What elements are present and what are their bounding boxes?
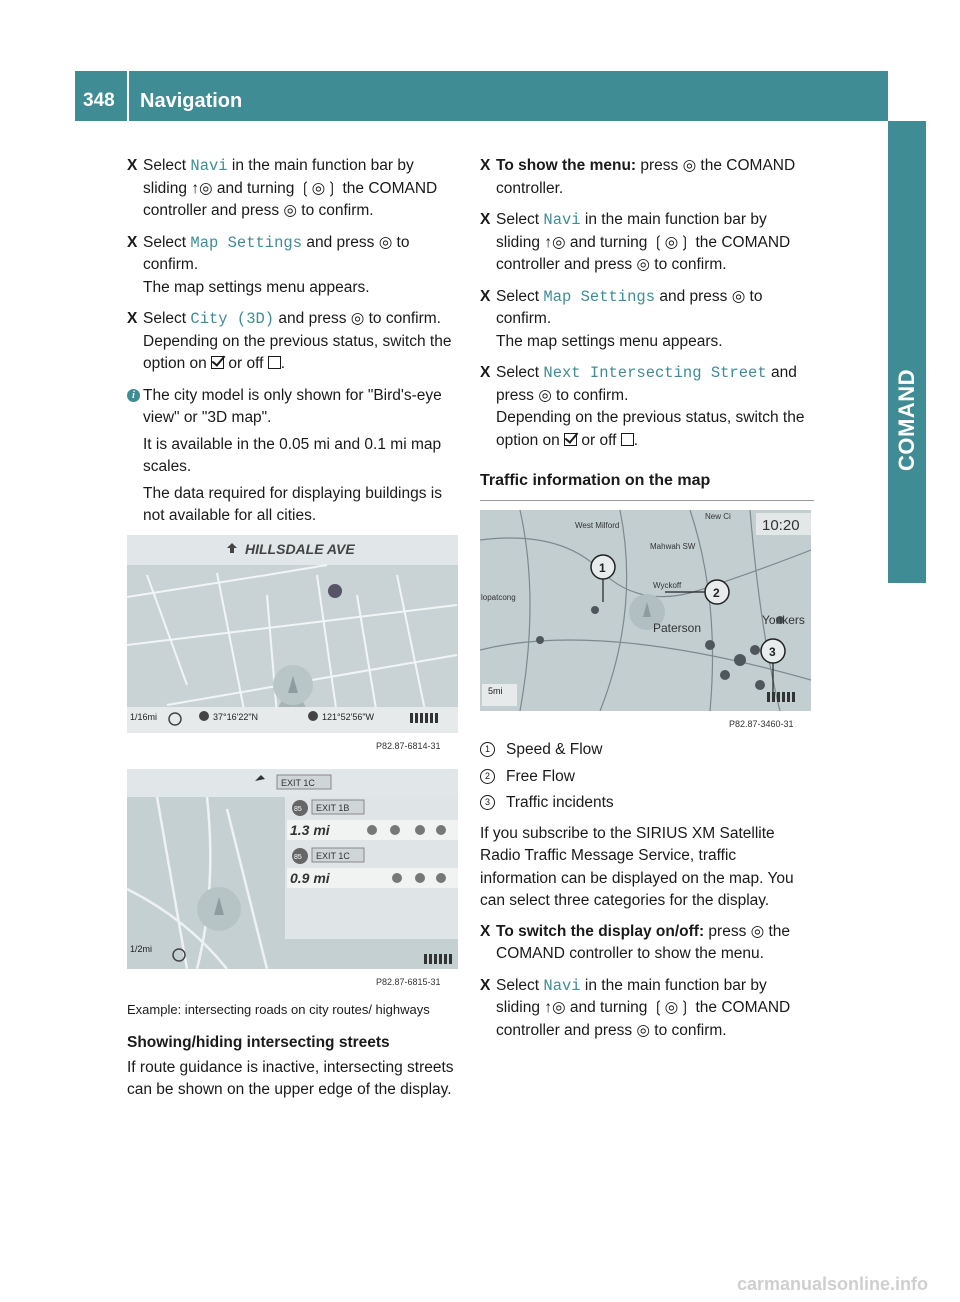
highway-map-svg — [127, 769, 458, 969]
left-column — [127, 155, 461, 537]
figure-ref: P82.87-6815-31 — [376, 977, 441, 987]
figure-ref: P82.87-3460-31 — [729, 719, 794, 729]
code-navi: Navi — [543, 976, 581, 995]
traffic-map-scale: 5mi — [488, 686, 503, 696]
step-marker-icon: X — [480, 976, 491, 994]
callout-2: 2 — [713, 586, 720, 600]
place-label: Paterson — [653, 621, 702, 635]
header-divider — [127, 71, 129, 121]
watermark: carmanualsonline.info — [737, 1274, 929, 1294]
figure-ref: P82.87-6814-31 — [376, 741, 441, 751]
step-marker-icon: X — [127, 233, 138, 251]
step-marker-icon: X — [480, 364, 491, 381]
figure-city-map — [127, 535, 458, 733]
highway-map-scale: 1/2mi — [130, 944, 153, 954]
page-number: 348 — [83, 90, 115, 111]
figure-traffic-map — [480, 510, 811, 711]
map-scale: 1/16mi — [130, 712, 158, 722]
step-select-map-settings: X Select Map Settings and press ◎ to confirm. The map settings menu appears. — [127, 233, 410, 296]
step-select-city-3d: X Select City (3D) and press ◎ to confirm. Depending on the previous status, switch the option on or off . — [127, 310, 452, 372]
code-city-3d: City (3D) — [190, 310, 275, 328]
paragraph: If route guidance is inactive, intersecting streets can be shown on the upper edge of the display. — [127, 1058, 454, 1098]
step-select-navi: X Select Navi in the main function bar by sliding ↑◎ and turning ❲◎❳ the COMAND controller and press ◎ to confirm. — [480, 211, 791, 273]
callout-3: 3 — [769, 645, 776, 659]
step-next-intersecting-street: X Select Next Intersecting Street and press ◎ to confirm. Depending on the previous status, switch the option on or off . — [480, 364, 805, 449]
figure-highway-exits — [127, 769, 458, 969]
step-select-navi: X Select Navi in the main function bar by sliding ↑◎ and turning ❲◎❳ the COMAND controller and press ◎ to confirm. — [480, 976, 791, 1039]
exit-label-2: EXIT 1C — [316, 851, 350, 861]
step-select-map-settings: X Select Map Settings and press ◎ to confirm. The map settings menu appears. — [480, 287, 763, 350]
map-clock: 10:20 — [762, 517, 800, 534]
side-tab-label: COMAND — [894, 369, 919, 471]
callout-1: 1 — [599, 561, 606, 575]
legend-item: 2 Free Flow — [480, 766, 814, 789]
section-heading: Traffic information on the map — [480, 470, 814, 501]
code-map-settings: Map Settings — [190, 233, 303, 252]
distance-1: 1.3 mi — [290, 822, 330, 838]
city-map-svg — [127, 535, 458, 733]
subheading: Showing/hiding intersecting streets — [127, 1034, 390, 1051]
step-select-navi: X Select Navi in the main function bar by sliding ↑◎ and turning ❲◎❳ the COMAND controller and press ◎ to confirm. — [127, 157, 438, 219]
place-label: West Milford — [575, 521, 620, 530]
step-marker-icon: X — [480, 287, 491, 305]
info-icon: i — [127, 389, 140, 402]
route-shield-1: 85 — [294, 806, 302, 813]
exit-top-label: EXIT 1C — [281, 778, 315, 788]
place-label: Mahwah SW — [650, 542, 696, 551]
step-marker-icon: X — [480, 922, 491, 940]
checkbox-off-icon — [621, 433, 634, 446]
section-title: Navigation — [140, 90, 243, 112]
place-label: lopatcong — [481, 593, 516, 602]
code-navi: Navi — [190, 157, 228, 175]
distance-2: 0.9 mi — [290, 870, 330, 886]
left-column-bottom — [127, 1002, 461, 1102]
right-column-bottom — [480, 739, 814, 1051]
figure-caption: Example: intersecting roads on city routes/ highways — [127, 1002, 430, 1017]
map-street-name: HILLSDALE AVE — [245, 541, 355, 557]
code-map-settings: Map Settings — [543, 287, 656, 306]
step-marker-icon: X — [480, 157, 491, 174]
sirius-paragraph: If you subscribe to the SIRIUS XM Satellite Radio Traffic Message Service, traffic information can be displayed on the map. You can select three categories for the display. — [480, 824, 794, 909]
step-marker-icon: X — [480, 211, 491, 228]
route-shield-2: 85 — [294, 854, 302, 861]
checkbox-on-icon — [564, 433, 577, 446]
code-navi: Navi — [543, 211, 581, 229]
traffic-map-svg — [480, 510, 811, 711]
side-tab-label-wrap — [888, 121, 926, 583]
code-next-intersecting-street: Next Intersecting Street — [543, 364, 767, 382]
info-note: i The city model is only shown for "Bird's-eye view" or "3D map". It is available in the 0.05 mi and 0.1 mi map scales. The data required for displaying buildings is not available for all cities. — [127, 385, 461, 528]
step-show-menu: X To show the menu: press ◎ the COMAND controller. — [480, 157, 796, 197]
place-label: Yonkers — [762, 613, 805, 627]
exit-label-1: EXIT 1B — [316, 803, 350, 813]
step-marker-icon: X — [127, 157, 138, 174]
place-label: Wyckoff — [653, 581, 682, 590]
step-marker-icon: X — [127, 310, 138, 327]
right-column — [480, 155, 814, 515]
map-longitude: 121°52'56"W — [322, 712, 375, 722]
checkbox-on-icon — [211, 356, 224, 369]
legend-item: 1 Speed & Flow — [480, 739, 814, 762]
place-label: New Ci — [705, 512, 731, 521]
map-latitude: 37°16'22"N — [213, 712, 259, 722]
step-switch-display: X To switch the display on/off: press ◎ the COMAND controller to show the menu. — [480, 922, 791, 962]
checkbox-off-icon — [268, 356, 281, 369]
legend-item: 3 Traffic incidents — [480, 792, 814, 815]
